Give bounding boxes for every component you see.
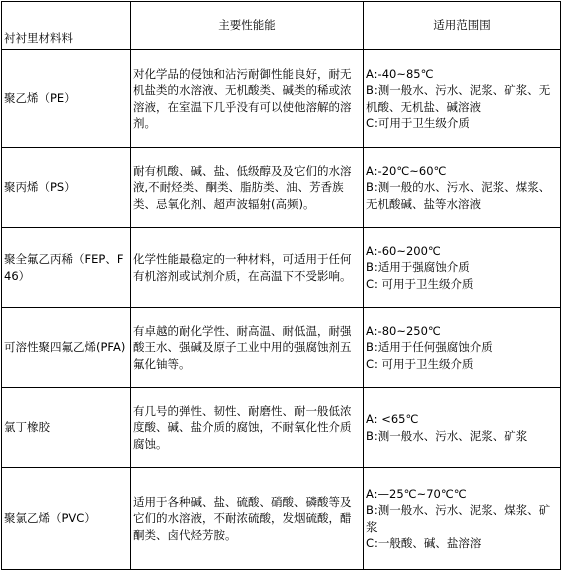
scope-line-c: C:一般酸、碱、盐溶溶 — [366, 536, 482, 550]
scope-line-c: C: 可用于卫生级介质 — [366, 276, 474, 291]
scope-line-a: A:-40~85℃ — [366, 66, 434, 81]
scope-cell — [364, 308, 561, 388]
scope-cell — [364, 388, 561, 468]
scope-cell — [364, 148, 561, 228]
header-main-performance: 主要性能能 — [131, 2, 364, 50]
scope-line-a: A:-60~200℃ — [366, 243, 441, 258]
header-lining-material: 衬衬里材料料 — [2, 2, 131, 50]
performance-cell: 适用于各种碱、盐、硫酸、硝酸、磷酸等及它们的水溶液，不耐浓硫酸，发烟硫酸，醋酮类、卤代烃芳胺。 — [131, 468, 364, 570]
scope-line-b: B:测一般水、污水、泥浆、煤浆、矿浆 — [366, 503, 551, 534]
scope-line-b: B:适用于任何强腐蚀介质 — [366, 340, 493, 355]
performance-cell: 有几号的弹性、韧性、耐磨性、耐一般低浓度酸、碱、盐介质的腐蚀，不耐氧化性介质腐蚀。 — [131, 388, 364, 468]
table-row — [2, 50, 561, 148]
performance-cell: 对化学品的侵蚀和沾污耐御性能良好，耐无机盐类的水溶液、无机酸类、碱类的稀或浓溶液，在室温下几乎没有可以使他溶解的溶剂。 — [131, 50, 364, 148]
scope-line-b: B:测一般的水、污水、泥浆、煤浆、无机酸碱、盐等水溶液 — [366, 180, 551, 211]
scope-line-b: B:测一般水、污水、泥浆、矿浆 — [366, 428, 528, 443]
material-cell: 聚丙烯（PS） — [2, 148, 131, 228]
performance-cell: 耐有机酸、碱、盐、低级醇及及它们的水溶液,不耐烃类、酮类、脂肪类、油、芳香族类、忌氧化剂、超声波辐射(高频)。 — [131, 148, 364, 228]
scope-line-b: B:适用于强腐蚀介质 — [366, 260, 470, 275]
material-cell: 聚全氟乙丙稀（FEP、F46） — [2, 228, 131, 308]
lining-materials-table — [1, 1, 561, 570]
scope-line-c: C: 可用于卫生级介质 — [366, 356, 474, 371]
scope-line-a: A:-80~250℃ — [366, 323, 441, 338]
table-row — [2, 228, 561, 308]
material-cell: 聚氯乙烯（PVC） — [2, 468, 131, 570]
scope-line-a: A:-20℃~60℃ — [366, 163, 447, 178]
scope-line-a: A:—25℃~70℃℃ — [366, 486, 467, 501]
scope-cell — [364, 228, 561, 308]
scope-line-a: A: <65℃ — [366, 412, 419, 426]
performance-cell: 化学性能最稳定的一种材料，可适用于任何有机溶剂或试剂介质，在高温下不受影响。 — [131, 228, 364, 308]
table-row — [2, 388, 561, 468]
table-row — [2, 308, 561, 388]
scope-cell — [364, 468, 561, 570]
material-cell: 氯丁橡胶 — [2, 388, 131, 468]
material-cell: 可溶性聚四氟乙烯(PFA) — [2, 308, 131, 388]
table-header-row — [2, 2, 561, 50]
table-row — [2, 468, 561, 570]
scope-cell — [364, 50, 561, 148]
material-cell: 聚乙烯（PE） — [2, 50, 131, 148]
scope-line-b: B:测一般水、污水、泥浆、矿浆、无机酸、无机盐、碱溶液 — [366, 83, 551, 114]
performance-cell: 有卓越的耐化学性、耐高温、耐低温，耐强酸王水、强碱及原子工业中用的强腐蚀剂五氟化铀等。 — [131, 308, 364, 388]
header-application-scope: 适用范围围 — [364, 2, 561, 50]
table-row — [2, 148, 561, 228]
scope-line-c: C:可用于卫生级介质 — [366, 116, 470, 130]
